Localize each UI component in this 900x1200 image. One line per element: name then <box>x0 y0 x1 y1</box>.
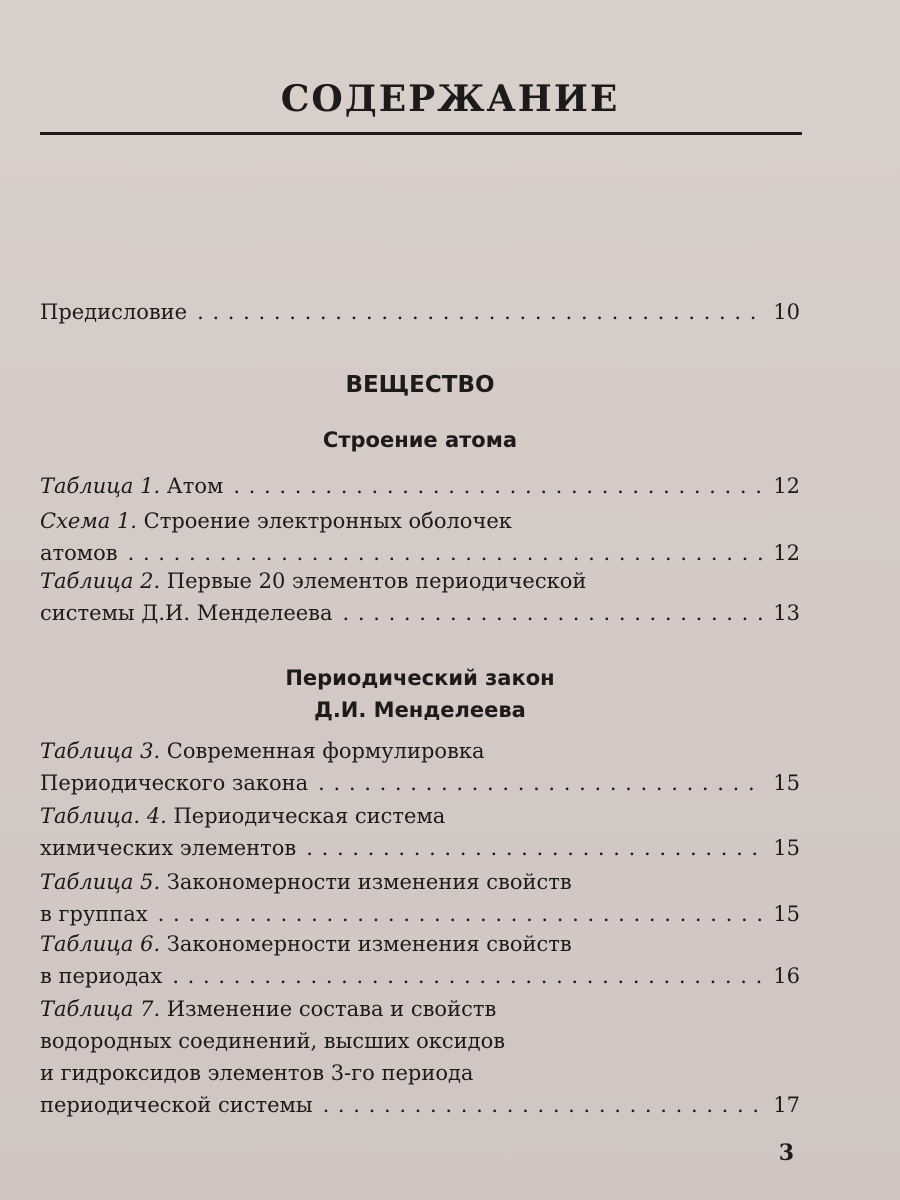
toc-entry-line <box>40 735 800 767</box>
toc-entry-line <box>40 832 800 864</box>
toc-entry-line: и гидроксидов элементов 3-го периода <box>40 1061 474 1085</box>
toc-entry-line <box>40 928 800 960</box>
toc-entry-text: Периодического закона <box>40 771 309 795</box>
toc-entry-lead: Таблица 6. <box>40 932 161 956</box>
toc-entry-line <box>40 296 800 328</box>
page-title: СОДЕРЖАНИЕ <box>280 78 620 120</box>
toc-entry-preface[interactable] <box>40 296 800 328</box>
toc-entry-line <box>40 898 800 930</box>
toc-entry-text: Строение электронных оболочек <box>136 509 512 533</box>
toc-entry-lead: Таблица 2. <box>40 569 161 593</box>
toc-entry-text: Изменение состава и свойств <box>160 997 497 1021</box>
leader-dots <box>197 296 765 328</box>
toc-entry-text: в группах <box>40 902 148 926</box>
toc-entry-line <box>40 1089 800 1121</box>
leader-dots <box>233 470 765 502</box>
toc-entry-lead: Таблица 7. <box>40 997 161 1021</box>
leader-dots <box>172 960 765 992</box>
toc-entry-line <box>40 505 800 537</box>
toc-entry-text: в периодах <box>40 964 163 988</box>
toc-page-number: 16 <box>773 964 800 988</box>
toc-entry[interactable] <box>40 565 800 629</box>
subsection-line: Д.И. Менделеева <box>314 698 526 722</box>
toc-entry-text: химических элементов <box>40 836 297 860</box>
leader-dots <box>343 597 766 629</box>
toc-entry[interactable] <box>40 735 800 799</box>
subsection-heading: Строение атома <box>322 428 518 452</box>
toc-entry-text: Закономерности изменения свойств <box>160 932 572 956</box>
toc-entry[interactable] <box>40 470 800 502</box>
subsection-heading <box>0 662 840 726</box>
section-heading: ВЕЩЕСТВО <box>345 372 495 398</box>
toc-entry-text: Закономерности изменения свойств <box>160 870 572 894</box>
toc-page-number: 15 <box>773 771 800 795</box>
toc-page-number: 15 <box>773 836 800 860</box>
toc-entry-line <box>40 470 800 502</box>
toc-entry-line <box>40 565 800 597</box>
toc-entry-text: системы Д.И. Менделеева <box>40 601 333 625</box>
toc-entry-line <box>40 960 800 992</box>
toc-entry-text: периодической системы <box>40 1093 313 1117</box>
toc-entry-text: Первые 20 элементов периодической <box>160 569 587 593</box>
toc-page-number: 12 <box>773 541 800 565</box>
toc-entry-line <box>40 993 800 1025</box>
toc-entry-text: Современная формулировка <box>160 739 485 763</box>
toc-entry-lead: Схема 1. <box>40 509 137 533</box>
leader-dots <box>323 1089 766 1121</box>
toc-entry-text: Периодическая система <box>166 804 446 828</box>
toc-page-number: 10 <box>773 300 800 324</box>
toc-entry[interactable] <box>40 866 800 930</box>
toc-entry[interactable] <box>40 505 800 569</box>
leader-dots <box>306 832 765 864</box>
toc-entry-text: атомов <box>40 541 118 565</box>
leader-dots <box>158 898 766 930</box>
toc-entry-label: Предисловие <box>40 300 188 324</box>
toc-entry-lead: Таблица 3. <box>40 739 161 763</box>
toc-page-number: 15 <box>773 902 800 926</box>
toc-entry-lead: Таблица. 4. <box>40 804 167 828</box>
toc-page-number: 17 <box>773 1093 800 1117</box>
toc-entry-line <box>40 800 800 832</box>
toc-entry-lead: Таблица 5. <box>40 870 161 894</box>
toc-entry-line <box>40 866 800 898</box>
toc-entry[interactable] <box>40 928 800 992</box>
leader-dots <box>318 767 765 799</box>
toc-entry-line <box>40 767 800 799</box>
toc-entry-lead: Таблица 1. <box>40 474 161 498</box>
toc-entry-line: водородных соединений, высших оксидов <box>40 1029 506 1053</box>
page-number: 3 <box>778 1140 794 1166</box>
toc-page-number: 12 <box>773 474 800 498</box>
subsection-line: Периодический закон <box>285 666 555 690</box>
toc-entry[interactable] <box>40 993 800 1121</box>
toc-entry-text: Атом <box>160 474 224 498</box>
toc-entry[interactable] <box>40 800 800 864</box>
toc-page-number: 13 <box>773 601 800 625</box>
title-rule <box>40 132 802 135</box>
toc-entry-line <box>40 597 800 629</box>
